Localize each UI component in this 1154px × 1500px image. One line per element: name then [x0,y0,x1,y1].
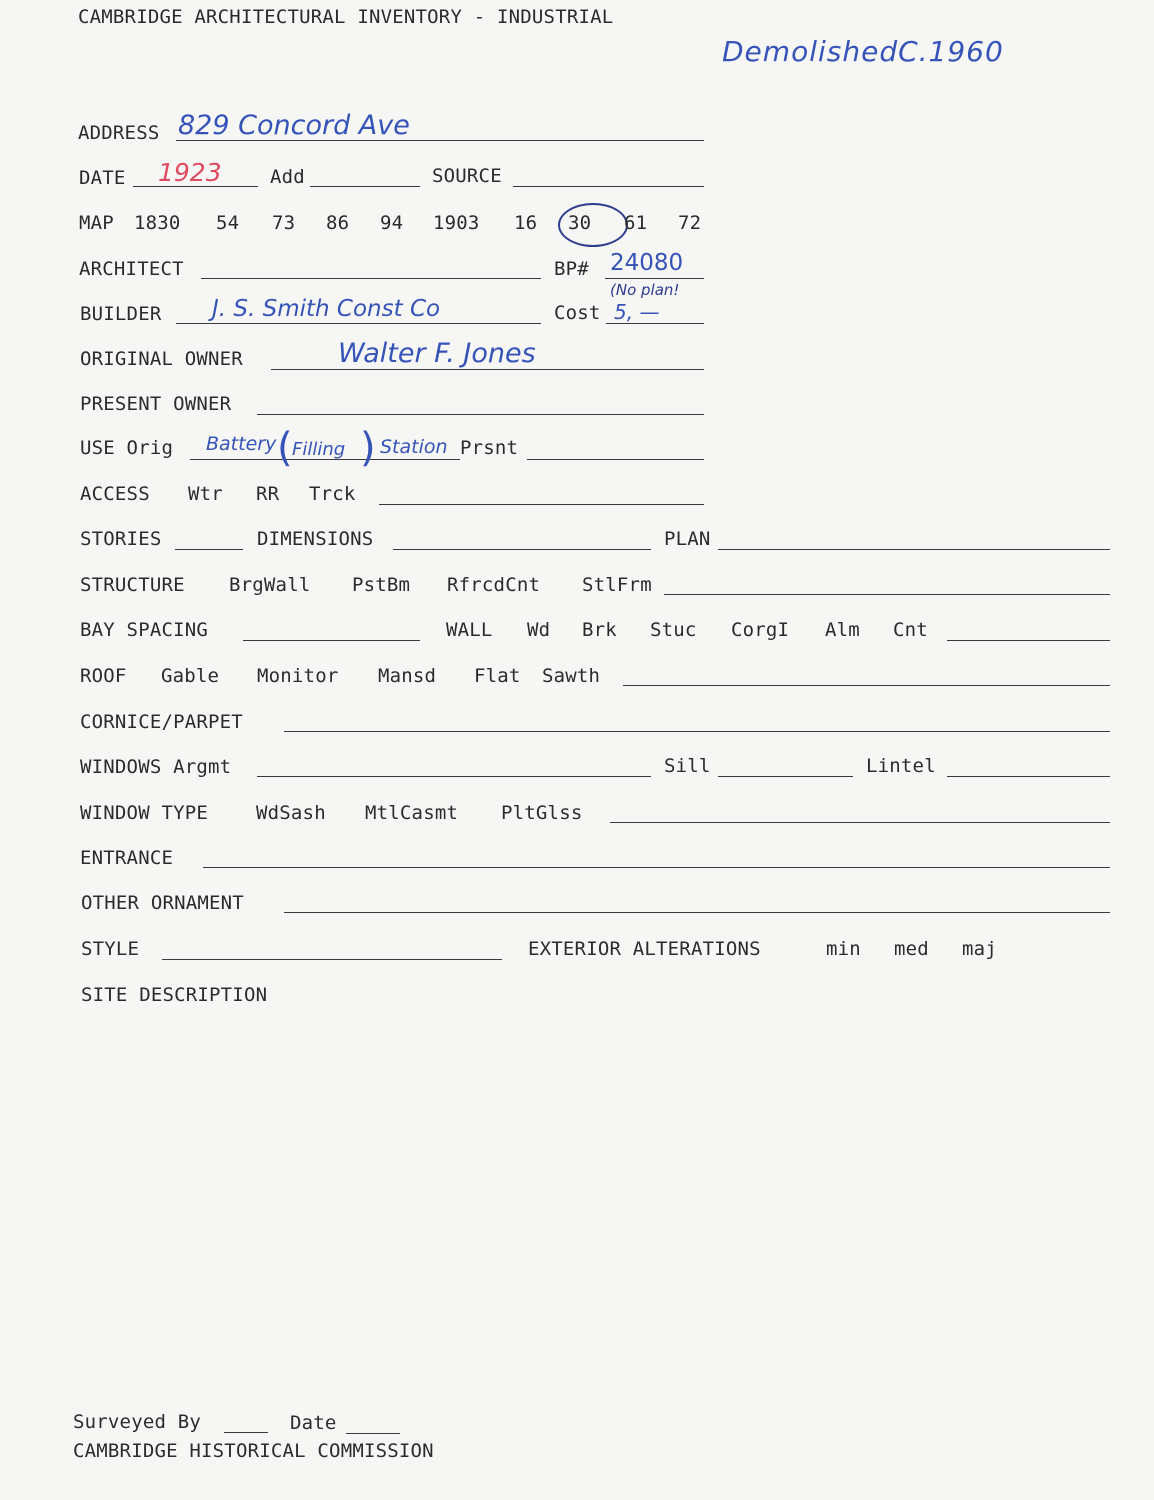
access-option: Trck [309,483,356,505]
style-line [162,959,502,960]
cornice-line [284,731,1110,732]
access-label: ACCESS [80,483,150,505]
wall-option: Cnt [893,619,928,641]
sill-line [718,776,853,777]
map-year: 86 [326,212,350,234]
roof-option: Sawth [542,665,601,687]
window-type-option: WdSash [256,802,326,824]
cost-value[interactable]: 5, — [614,300,660,324]
architect-label: ARCHITECT [79,258,184,280]
builder-line [176,323,541,324]
date-value[interactable]: 1923 [158,158,222,187]
bp-line [605,278,704,279]
other-ornament-label: OTHER ORNAMENT [81,892,244,914]
window-type-option: PltGlss [501,802,583,824]
ext-alt-option: min [826,938,861,960]
window-type-line [610,822,1110,823]
footer-date-label: Date [290,1412,337,1434]
map-year: 54 [216,212,240,234]
window-type-label: WINDOW TYPE [80,802,209,824]
footer-date-line [346,1433,400,1434]
original-owner-value[interactable]: Walter F. Jones [338,338,536,369]
form-title: CAMBRIDGE ARCHITECTURAL INVENTORY - INDUSTRIAL [78,6,614,28]
roof-option: Flat [474,665,521,687]
wall-option: CorgI [731,619,790,641]
structure-option: RfrcdCnt [447,574,541,596]
sill-label: Sill [664,755,711,777]
builder-label: BUILDER [80,303,162,325]
access-line [379,504,704,505]
original-owner-label: ORIGINAL OWNER [80,348,243,370]
prsnt-label: Prsnt [460,437,519,459]
map-year: 30 [568,212,592,234]
roof-option: Monitor [257,665,339,687]
source-label: SOURCE [432,165,502,187]
lintel-label: Lintel [866,755,936,777]
map-year-circle [558,203,628,247]
roof-label: ROOF [80,665,127,687]
use-value-battery[interactable]: Battery [206,433,277,455]
map-year: 94 [380,212,404,234]
roof-option: Gable [161,665,220,687]
cornice-label: CORNICE/PARPET [80,711,243,733]
structure-option: StlFrm [582,574,652,596]
plan-line [718,549,1110,550]
map-year: 61 [624,212,648,234]
demolished-annotation: DemolishedC.1960 [722,35,1004,68]
other-ornament-line [284,912,1110,913]
structure-option: BrgWall [229,574,311,596]
no-plan-note: (No plan! [610,281,680,299]
ext-alt-label: EXTERIOR ALTERATIONS [528,938,761,960]
present-owner-line [257,414,704,415]
roof-line [623,685,1110,686]
structure-line [664,594,1110,595]
windows-line [257,776,651,777]
map-year: 1903 [433,212,480,234]
prsnt-line [527,459,704,460]
wall-label: WALL [446,619,493,641]
dimensions-line [393,549,651,550]
add-line [310,186,420,187]
cost-label: Cost [554,302,601,324]
wall-line [947,640,1110,641]
stories-line [175,549,243,550]
windows-label: WINDOWS Argmt [80,756,232,778]
map-label: MAP [79,212,114,234]
entrance-line [203,867,1110,868]
bp-label: BP# [554,258,589,280]
commission-name: CAMBRIDGE HISTORICAL COMMISSION [73,1440,434,1462]
ext-alt-option: med [894,938,929,960]
bp-value[interactable]: 24080 [610,250,684,276]
structure-option: PstBm [352,574,411,596]
map-year: 73 [272,212,296,234]
surveyed-by-line [224,1432,268,1433]
plan-label: PLAN [664,528,711,550]
surveyed-by-label: Surveyed By [73,1411,202,1433]
architect-line [201,278,541,279]
wall-option: Brk [582,619,617,641]
structure-label: STRUCTURE [80,574,185,596]
use-paren-open: ( [277,425,293,471]
site-description-label: SITE DESCRIPTION [81,984,268,1006]
add-label: Add [270,166,305,188]
access-option: Wtr [188,483,223,505]
window-type-option: MtlCasmt [365,802,459,824]
map-year: 72 [678,212,702,234]
builder-value[interactable]: J. S. Smith Const Co [212,296,441,322]
source-line [513,186,704,187]
wall-option: Wd [527,619,551,641]
date-label: DATE [79,167,126,189]
use-paren-close: ) [360,425,376,471]
ext-alt-option: maj [962,938,997,960]
present-owner-label: PRESENT OWNER [80,393,232,415]
map-year: 16 [514,212,538,234]
use-value-station[interactable]: Station [380,436,448,458]
entrance-label: ENTRANCE [80,847,174,869]
original-owner-line [271,369,704,370]
bay-spacing-label: BAY SPACING [80,619,209,641]
style-label: STYLE [81,938,140,960]
bay-spacing-line [243,640,420,641]
use-value-filling[interactable]: Filling [292,439,346,460]
access-option: RR [256,483,280,505]
lintel-line [947,776,1110,777]
use-label: USE Orig [80,437,174,459]
address-value[interactable]: 829 Concord Ave [178,110,410,141]
address-label: ADDRESS [78,122,160,144]
wall-option: Alm [825,619,860,641]
wall-option: Stuc [650,619,697,641]
map-year: 1830 [134,212,181,234]
dimensions-label: DIMENSIONS [257,528,374,550]
stories-label: STORIES [80,528,162,550]
roof-option: Mansd [378,665,437,687]
